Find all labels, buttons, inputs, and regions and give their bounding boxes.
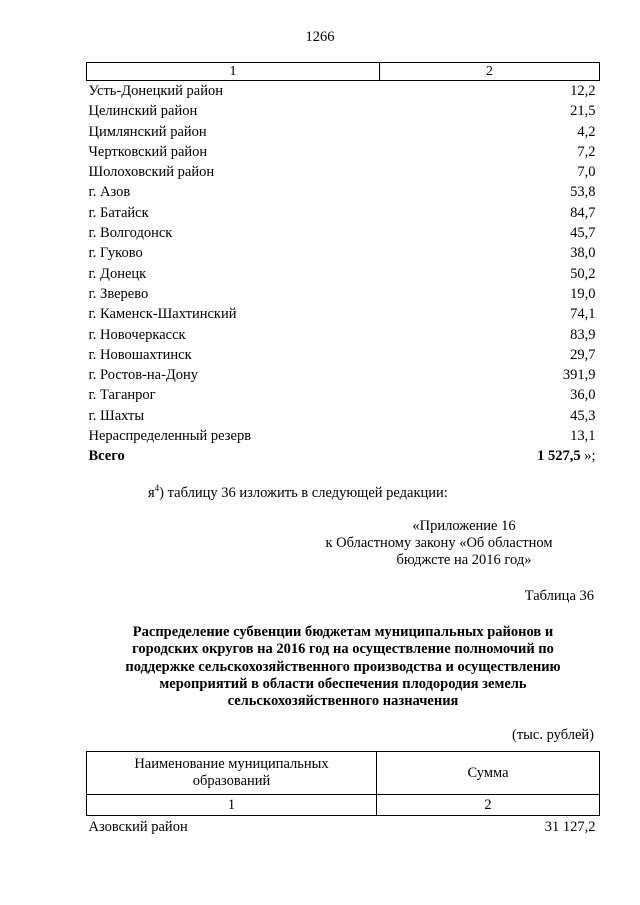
- row-name: Чертковский район: [88, 143, 208, 160]
- row-value: 38,0: [570, 245, 596, 262]
- title-line: Распределение субвенции бюджетам муниципальных районов и: [132, 624, 554, 640]
- row-value: 4,2: [577, 123, 596, 140]
- page-number: 1266: [305, 29, 335, 45]
- row-value: 29,7: [570, 346, 596, 363]
- row-value: 45,7: [570, 225, 596, 242]
- row-name: г. Волгодонск: [88, 225, 173, 242]
- annex-line-2: к Областному закону «Об областном: [325, 535, 553, 551]
- table-row: [87, 81, 600, 102]
- table-row: [87, 385, 600, 405]
- row-name: Нераспределенный резерв: [88, 428, 252, 445]
- table-row: [87, 284, 600, 304]
- row-value: 31 127,2: [544, 819, 596, 835]
- row-name: Азовский район: [88, 819, 188, 835]
- row-value: 53,8: [570, 184, 596, 201]
- closing-quote: »;: [580, 448, 596, 465]
- amendment-text: [148, 483, 448, 502]
- table-row: [87, 162, 600, 182]
- table-row: [87, 264, 600, 284]
- total-value: 1 527,5: [537, 448, 581, 465]
- annex-line-1: «Приложение 16: [412, 518, 516, 534]
- row-value: 74,1: [570, 306, 596, 323]
- title-line: поддержке сельскохозяйственного производства и осуществлению: [125, 658, 561, 675]
- subvention-table: [86, 751, 600, 838]
- table-row: [87, 304, 600, 324]
- amendment-body: ) таблицу 36 изложить в следующей редакции:: [159, 485, 448, 501]
- annex-reference: [325, 518, 594, 569]
- table-row: [87, 406, 600, 426]
- row-name: г. Донецк: [88, 265, 147, 282]
- row-value: 50,2: [570, 265, 596, 282]
- column-number-1: 1: [87, 795, 377, 816]
- table-row: [87, 223, 600, 243]
- units-label: (тыс. рублей): [512, 727, 594, 743]
- row-name: Целинский район: [88, 103, 198, 120]
- column-number-row: [87, 795, 600, 816]
- table-row: [87, 365, 600, 385]
- row-name: г. Азов: [88, 184, 131, 201]
- amendment-superscript: 4: [154, 483, 160, 493]
- row-name: Цимлянский район: [88, 123, 207, 140]
- table-row: [87, 203, 600, 223]
- row-name: г. Зверево: [88, 285, 149, 302]
- row-name: Шолоховский район: [88, 164, 215, 181]
- row-name: г. Новочеркасск: [88, 326, 186, 343]
- row-name: Усть-Донецкий район: [88, 83, 223, 99]
- header-sum: Сумма: [377, 752, 600, 795]
- amendment-prefix: я: [148, 485, 155, 501]
- table-row: [87, 446, 600, 466]
- header-municipality: [87, 752, 377, 795]
- row-value: 84,7: [570, 204, 596, 221]
- title-line: мероприятий в области обеспечения плодородия земель: [159, 675, 527, 692]
- table-row: [87, 182, 600, 202]
- table-row: [87, 325, 600, 345]
- row-name: г. Гуково: [88, 245, 143, 262]
- header-municipality-line-2: образований: [192, 773, 271, 789]
- column-number-2: 2: [377, 795, 600, 816]
- row-value: 7,2: [577, 143, 596, 160]
- row-value: 13,1: [570, 428, 596, 445]
- row-name: Всего: [88, 448, 125, 465]
- column-number-1: 1: [87, 63, 380, 81]
- distribution-table-continued: [86, 62, 600, 467]
- table-row: [87, 816, 600, 839]
- table-title: [86, 624, 600, 710]
- row-value: 19,0: [570, 285, 596, 302]
- row-value: 21,5: [570, 103, 596, 120]
- table-row: [87, 142, 600, 162]
- row-name: г. Таганрог: [88, 387, 156, 404]
- table-row: [87, 243, 600, 263]
- header-municipality-line-1: Наименование муниципальных: [134, 756, 329, 772]
- table-row: [87, 426, 600, 446]
- table-number: Таблица 36: [524, 588, 594, 604]
- row-name: г. Каменск-Шахтинский: [88, 306, 237, 323]
- table-row: [87, 101, 600, 121]
- row-value: 36,0: [570, 387, 596, 404]
- row-name: г. Батайск: [88, 204, 149, 221]
- title-line: городских округов на 2016 год на осуществление полномочий по: [132, 641, 554, 658]
- row-value: 391,9: [562, 367, 596, 384]
- column-number-2: 2: [380, 63, 600, 81]
- annex-line-3: бюджсте на 2016 год»: [396, 552, 532, 568]
- row-name: г. Новошахтинск: [88, 346, 192, 363]
- row-value: 83,9: [570, 326, 596, 343]
- row-value: 7,0: [577, 164, 596, 181]
- header-row: [87, 752, 600, 795]
- title-line: сельскохозяйственного назначения: [227, 693, 459, 710]
- row-value: [380, 446, 600, 466]
- column-number-row: [87, 63, 600, 81]
- table-row: [87, 122, 600, 142]
- row-value: 45,3: [570, 407, 596, 424]
- row-name: г. Ростов-на-Дону: [88, 367, 199, 384]
- table-row: [87, 345, 600, 365]
- row-name: г. Шахты: [88, 407, 145, 424]
- row-value: 12,2: [570, 83, 596, 99]
